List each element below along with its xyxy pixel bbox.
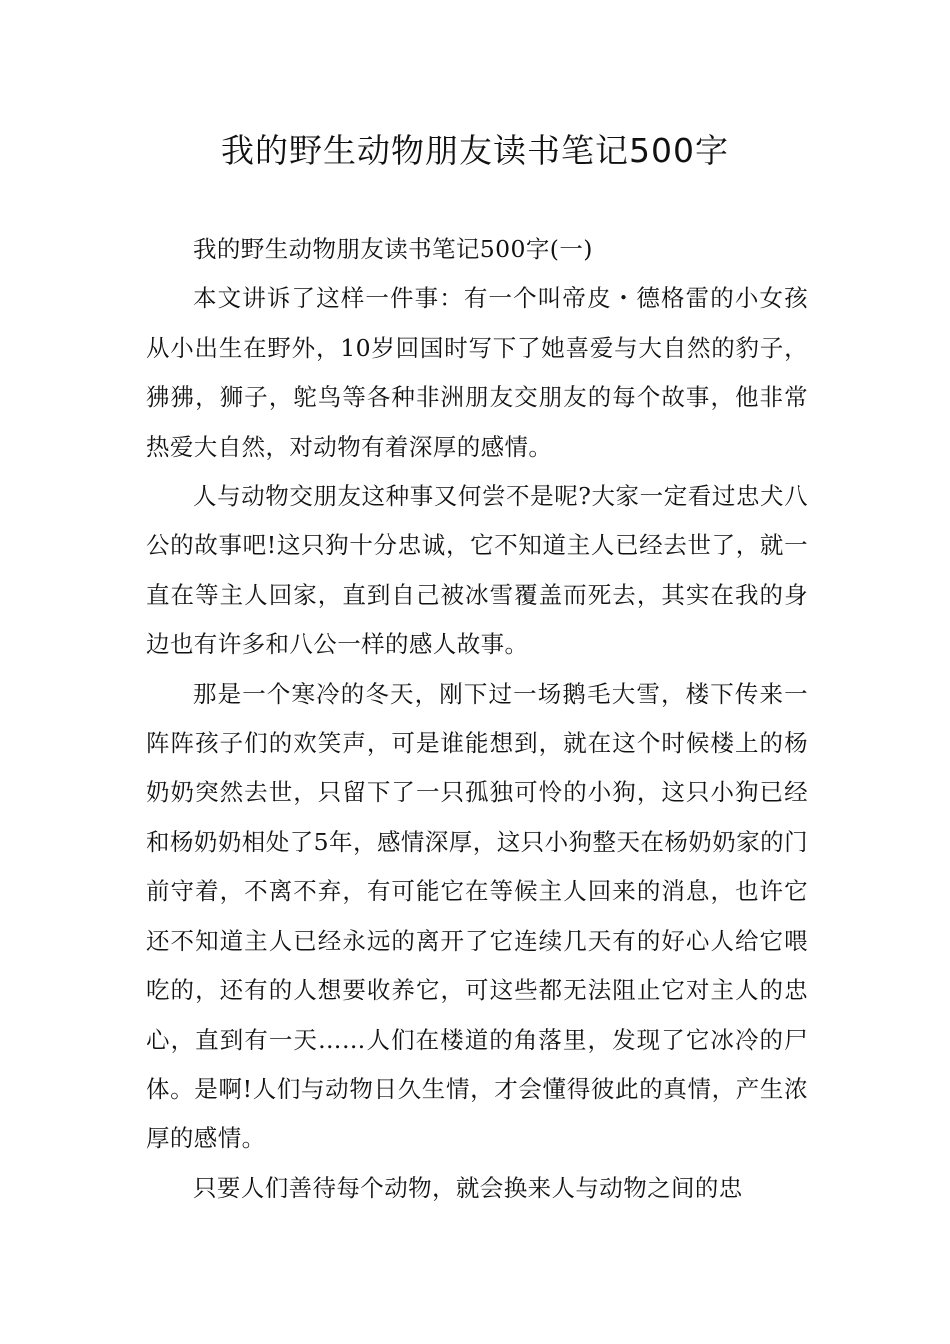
paragraph-1: 本文讲诉了这样一件事：有一个叫帝皮・德格雷的小女孩从小出生在野外，10岁回国时写下了她喜爱与大自然的豹子，狒狒，狮子，鸵鸟等各种非洲朋友交朋友的每个故事，他非常热爱大自然，对动物有着深厚的感情。: [146, 284, 808, 461]
paragraph-3: 那是一个寒冷的冬天，刚下过一场鹅毛大雪，楼下传来一阵阵孩子们的欢笑声，可是谁能想到，就在这个时候楼上的杨奶奶突然去世，只留下了一只孤独可怜的小狗，这只小狗已经和杨奶奶相处了5年，感情深厚，这只小狗整天在杨奶奶家的门前守着，不离不弃，有可能它在等候主人回来的消息，也许它还不知道主人已经永远的离开了它连续几天有的好心人给它喂吃的，还有的人想要收养它，可这些都无法阻止它对主人的忠心，直到有一天……人们在楼道的角落里，发现了它冰冷的尸体。是啊!人们与动物日久生情，才会懂得彼此的真情，产生浓厚的感情。: [146, 679, 808, 1153]
document-title: 我的野生动物朋友读书笔记500字: [221, 131, 729, 170]
section-heading: 我的野生动物朋友读书笔记500字(一): [193, 235, 593, 263]
document-body: [146, 225, 808, 1213]
paragraph-2: 人与动物交朋友这种事又何尝不是呢?大家一定看过忠犬八公的故事吧!这只狗十分忠诚，它不知道主人已经去世了，就一直在等主人回家，直到自己被冰雪覆盖而死去，其实在我的身边也有许多和八公一样的感人故事。: [146, 482, 808, 659]
paragraph-4: 只要人们善待每个动物，就会换来人与动物之间的忠: [193, 1173, 743, 1202]
